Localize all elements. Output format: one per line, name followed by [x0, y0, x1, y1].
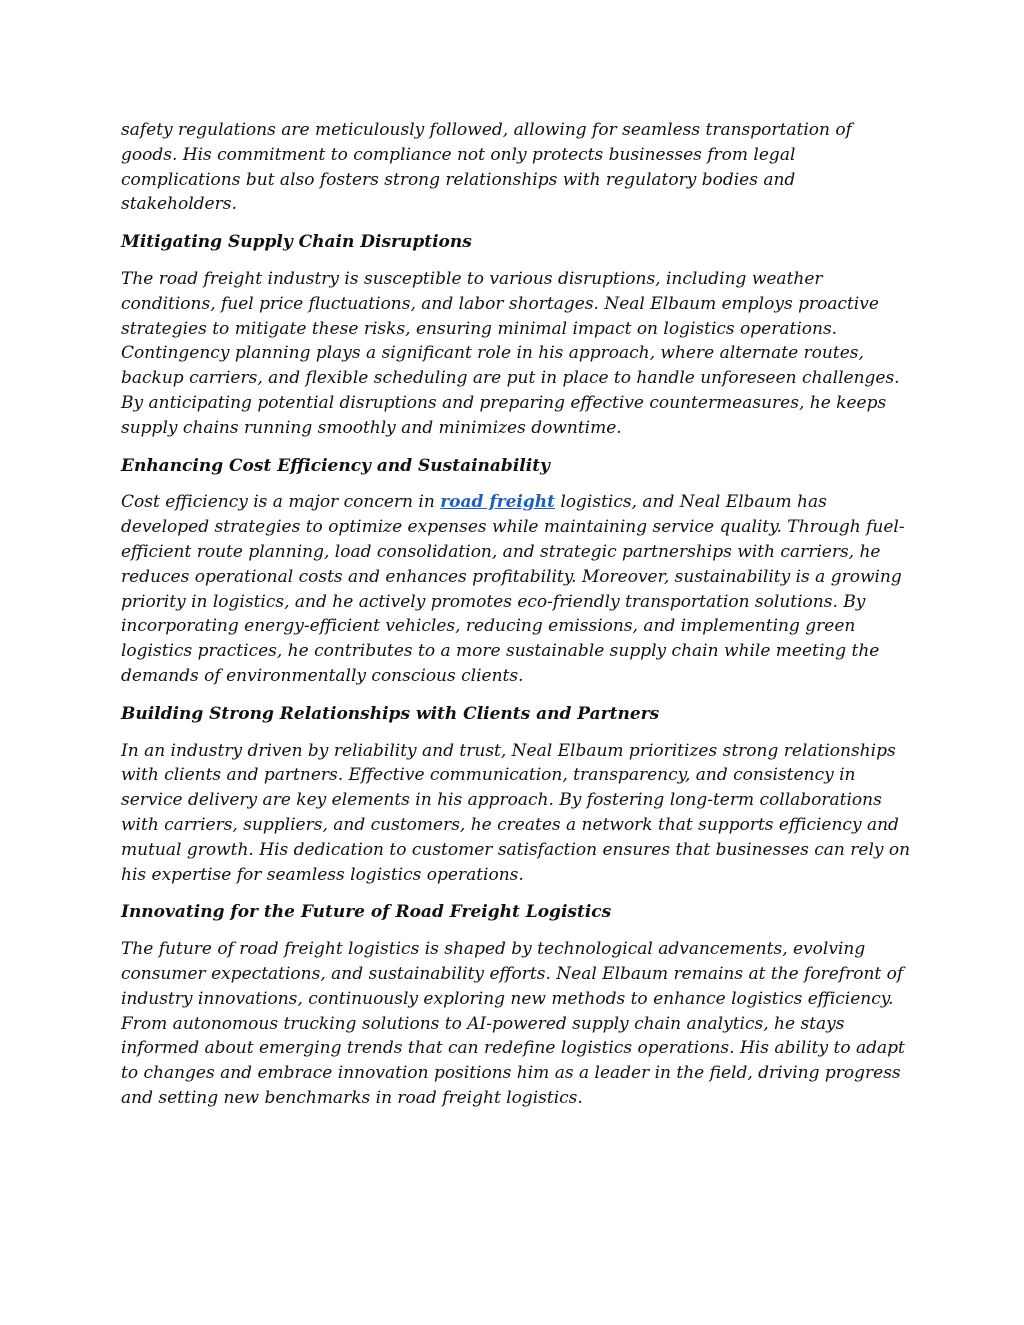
section-body-relationships: In an industry driven by reliability and trust, Neal Elbaum prioritizes strong relationships with clients and partners. Effective communication, transparency, and consistency in service delivery are key elements in his approach. By fostering long-term collaborations with carriers, suppliers, and customers, he creates a network that supports efficiency and mutual growth. His dedication to customer satisfaction ensures that businesses can rely on his expertise for seamless logistics operations.: [121, 740, 911, 885]
section-heading-future: Innovating for the Future of Road Freight Logistics: [121, 902, 612, 923]
section-body-disruptions: The road freight industry is susceptible to various disruptions, including weather conditions, fuel price fluctuations, and labor shortages. Neal Elbaum employs proactive strategies to mitigate these risks, ensuring minimal impact on logistics operations. Contingency planning plays a significant role in his approach, where alternate routes, backup carriers, and flexible scheduling are put in place to handle unforeseen challenges. By anticipating potential disruptions and preparing effective countermeasures, he keeps supply chains running smoothly and minimizes downtime.: [121, 268, 900, 438]
section-body-cost-efficiency: [121, 490, 911, 688]
section-body-future: The future of road freight logistics is shaped by technological advancements, evolving consumer expectations, and sustainability efforts. Neal Elbaum remains at the forefront of industry innovations, continuously exploring new methods to enhance logistics efficiency. From autonomous trucking solutions to AI-powered supply chain analytics, he stays informed about emerging trends that can redefine logistics operations. His ability to adapt to changes and embrace innovation positions him as a leader in the field, driving progress and setting new benchmarks in road freight logistics.: [121, 939, 905, 1108]
section-heading-relationships: Building Strong Relationships with Clients and Partners: [121, 703, 660, 724]
body-text-after-link: logistics, and Neal Elbaum has developed strategies to optimize expenses while maintaining service quality. Through fuel-efficient route planning, load consolidation, and strategic partnerships with carriers, he reduces operational costs and enhances profitability. Moreover, sustainability is a growing priority in logistics, and he actively promotes eco-friendly transportation solutions. By incorporating energy-efficient vehicles, reducing emissions, and implementing green logistics practices, he contributes to a more sustainable supply chain while meeting the demands of environmentally conscious clients.: [121, 492, 905, 686]
intro-paragraph: safety regulations are meticulously followed, allowing for seamless transportation of goods. His commitment to compliance not only protects businesses from legal complications but also fosters strong relationships with regulatory bodies and stakeholders.: [121, 120, 852, 215]
road-freight-link[interactable]: road freight: [440, 492, 555, 513]
section-heading-disruptions: Mitigating Supply Chain Disruptions: [121, 232, 472, 253]
body-text-before-link: Cost efficiency is a major concern in: [121, 492, 441, 513]
section-heading-cost-efficiency: Enhancing Cost Efficiency and Sustainability: [121, 455, 550, 476]
document-page: [121, 118, 911, 1124]
